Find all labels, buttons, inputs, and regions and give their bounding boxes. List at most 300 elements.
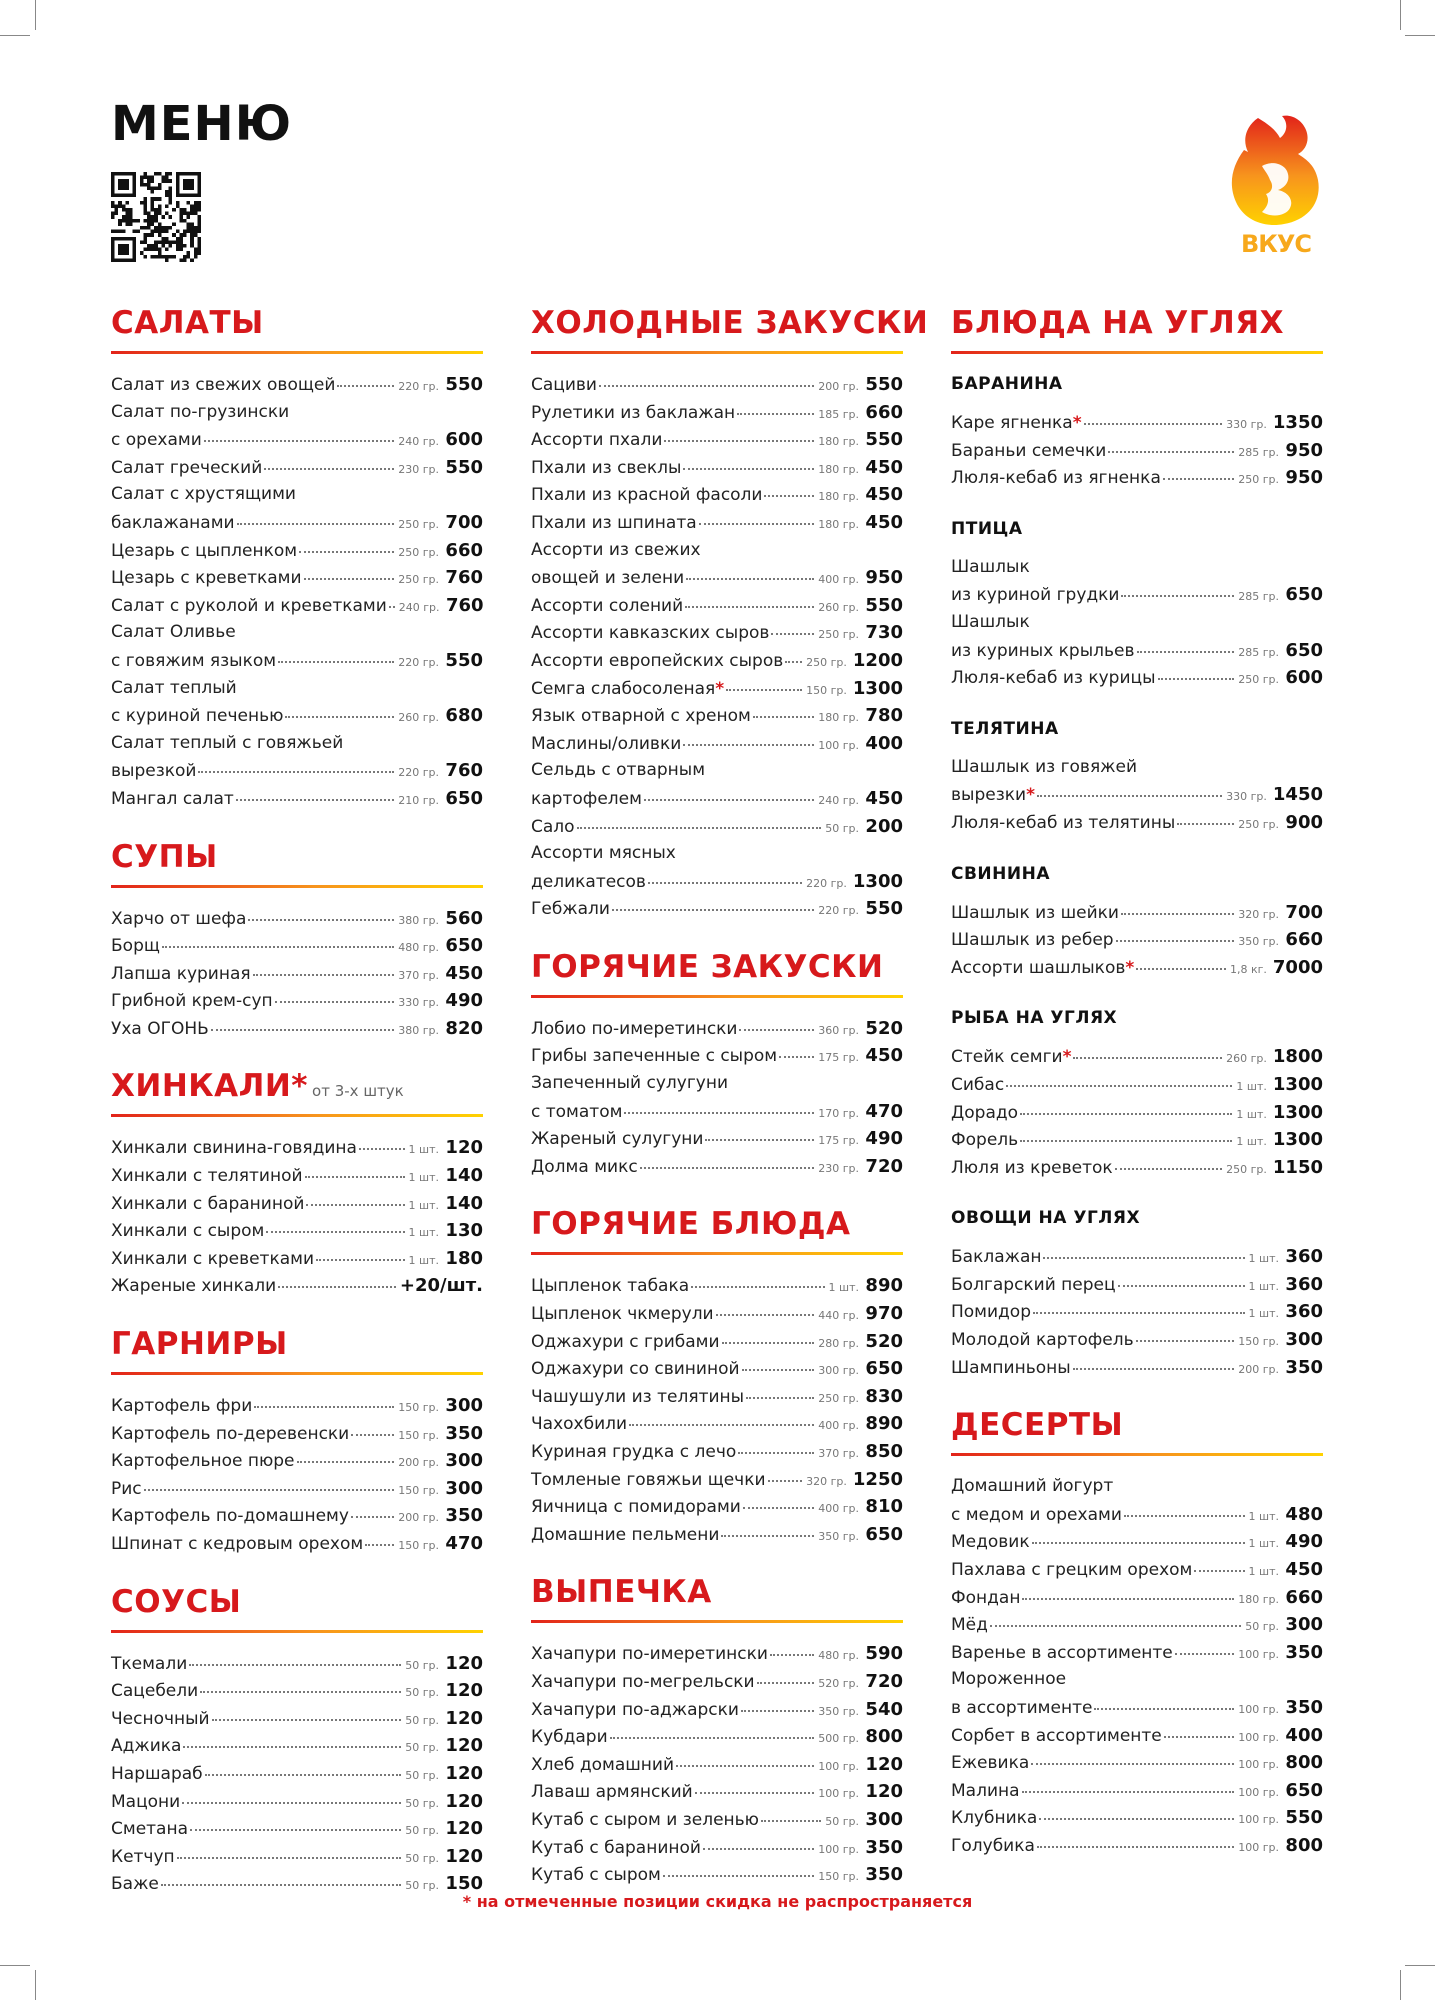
menu-item	[531, 1781, 903, 1809]
menu-item-name	[951, 1302, 1031, 1322]
menu-item-name-text: Кутаб с сыром и зеленью	[531, 1809, 759, 1830]
menu-item-weight: 1 шт.	[408, 1143, 439, 1157]
menu-item-price: 1200	[852, 649, 903, 671]
menu-item-name-text: Оджахури со свининой	[531, 1359, 740, 1380]
menu-item-name-text: Пхали из красной фасоли	[531, 485, 763, 506]
leader-dots	[316, 1259, 405, 1261]
section-title-text: ГОРЯЧИЕ БЛЮДА	[531, 1206, 851, 1243]
subsection-title: ОВОЩИ НА УГЛЯХ	[951, 1208, 1141, 1229]
section-divider	[111, 1372, 483, 1375]
subsection-title: СВИНИНА	[951, 863, 1051, 884]
menu-item-price: 550	[1285, 1807, 1323, 1829]
subsection-title: БАРАНИНА	[951, 374, 1063, 394]
menu-item	[531, 622, 903, 650]
menu-item	[531, 540, 903, 568]
leader-dots	[683, 744, 814, 746]
menu-item-weight: 380 гр.	[398, 1023, 439, 1037]
leader-dots	[742, 1369, 815, 1371]
menu-item	[951, 929, 1323, 957]
menu-item-name	[531, 403, 735, 423]
menu-item-name	[531, 1672, 755, 1692]
menu-item-price: 490	[865, 1128, 903, 1150]
menu-item-name-text: Семга слабосоленая	[531, 678, 716, 699]
menu-item-name	[951, 668, 1156, 688]
menu-item-price: 700	[1285, 901, 1323, 923]
menu-item-price: 830	[865, 1385, 903, 1407]
menu-item	[531, 1101, 903, 1129]
menu-column-3	[951, 305, 1323, 1863]
menu-item-weight: 50 гр.	[405, 1879, 439, 1893]
section-title-text: СУПЫ	[111, 838, 218, 875]
menu-item-name-text: Сорбет в ассортименте	[951, 1725, 1162, 1746]
no-discount-mark: *	[1026, 785, 1035, 806]
menu-item-name-text: Кетчуп	[111, 1846, 175, 1867]
leader-dots	[1022, 1791, 1235, 1793]
menu-item-name-text: Сметана	[111, 1819, 189, 1840]
menu-item-weight: 50 гр.	[405, 1741, 439, 1755]
menu-item	[951, 1642, 1323, 1670]
leader-dots	[299, 551, 394, 553]
menu-item-name-text: Жареный сулугуни	[531, 1129, 704, 1150]
menu-item-price: 120	[865, 1781, 903, 1803]
menu-item	[531, 1303, 903, 1331]
menu-item-name-text: Картофель фри	[111, 1396, 253, 1417]
menu-item-name	[951, 413, 1082, 433]
menu-item-weight: 180 гр.	[818, 462, 859, 476]
menu-item-name-text: Мороженное	[951, 1669, 1067, 1690]
menu-item-price: 350	[445, 1422, 483, 1444]
menu-item	[951, 1476, 1323, 1504]
menu-item-name-text: Борщ	[111, 936, 160, 957]
menu-item-name	[951, 1836, 1035, 1856]
menu-item-weight: 250 гр.	[806, 655, 847, 669]
menu-item	[951, 1129, 1323, 1157]
menu-item-name	[531, 1525, 719, 1545]
menu-item	[951, 557, 1323, 585]
menu-item-name-text: Шпинат с кедровым орехом	[111, 1534, 364, 1554]
menu-item-weight: 440 гр.	[818, 1309, 859, 1323]
leader-dots	[351, 1434, 394, 1436]
menu-item-name-text: Салат теплый	[111, 677, 237, 698]
menu-item	[111, 595, 483, 623]
menu-item	[531, 567, 903, 595]
menu-item-weight: 100 гр.	[1238, 1813, 1279, 1827]
menu-item	[531, 595, 903, 623]
menu-item-price: 550	[865, 898, 903, 920]
menu-item-weight: 250 гр.	[818, 1391, 859, 1405]
menu-item-name-text: с куриной печенью	[111, 706, 284, 727]
menu-item-name	[111, 541, 297, 561]
menu-item-name-text: Хачапури по-мегрельски	[531, 1671, 755, 1692]
menu-item-price: 120	[445, 1735, 483, 1757]
menu-item-price: 490	[1285, 1531, 1323, 1553]
menu-item-weight: 150 гр.	[806, 683, 847, 697]
leader-dots	[610, 1737, 815, 1739]
menu-item-name-text: из куриных крыльев	[951, 640, 1135, 661]
menu-item-weight: 330 гр.	[1226, 418, 1267, 431]
menu-item-weight: 1 шт.	[1248, 1537, 1279, 1551]
menu-item	[531, 1331, 903, 1359]
menu-item-weight: 50 гр.	[825, 1814, 859, 1828]
menu-item-weight: 400 гр.	[818, 573, 859, 587]
qr-code-icon[interactable]	[111, 172, 201, 262]
menu-item-name	[531, 843, 676, 863]
menu-item-name	[111, 1506, 349, 1526]
menu-item-name	[531, 1304, 714, 1324]
menu-item-name	[531, 1755, 674, 1775]
crop-mark	[1405, 1965, 1435, 1966]
menu-item-weight: 150 гр.	[398, 1483, 439, 1497]
menu-item	[951, 1246, 1323, 1274]
menu-item-name-text: Каре ягненка	[951, 413, 1073, 433]
section-title-text: ДЕСЕРТЫ	[951, 1407, 1124, 1444]
menu-item-name	[111, 1396, 252, 1416]
group-spacer	[951, 984, 1323, 1004]
leader-dots	[1032, 1542, 1245, 1544]
menu-item-name-text: Наршараб	[111, 1763, 203, 1784]
leader-dots	[1124, 1515, 1245, 1517]
menu-item-name	[531, 1019, 737, 1039]
menu-item-weight: 100 гр.	[1238, 1785, 1279, 1799]
menu-item	[951, 1357, 1323, 1385]
menu-item-name	[111, 1819, 188, 1839]
menu-item-name	[531, 1497, 741, 1517]
menu-item-price: 1300	[1272, 1129, 1323, 1151]
leader-dots	[359, 1148, 405, 1150]
menu-item-name-text: Уха ОГОНЬ	[111, 1018, 209, 1039]
menu-item-weight: 180 гр.	[1238, 1592, 1279, 1606]
menu-item-weight: 150 гр.	[818, 1870, 859, 1884]
menu-item	[951, 584, 1323, 612]
menu-item	[531, 843, 903, 871]
menu-item-name-text: картофелем	[531, 788, 642, 809]
menu-item-name-text: Ассорти шашлыков	[951, 957, 1126, 978]
menu-item-name-text: Сельдь с отварным	[531, 760, 706, 781]
menu-item-weight: 100 гр.	[818, 1842, 859, 1856]
menu-item-weight: 1 шт.	[408, 1253, 439, 1267]
menu-item	[531, 374, 903, 402]
menu-item-name	[531, 430, 662, 450]
menu-item-weight: 285 гр.	[1238, 445, 1279, 459]
menu-item-price: 650	[865, 1358, 903, 1380]
menu-item-weight: 240 гр.	[818, 793, 859, 807]
menu-item-price: 600	[445, 429, 483, 451]
menu-item-name-text: Ассорти пхали	[531, 430, 663, 451]
menu-item-weight: 285 гр.	[1238, 645, 1279, 659]
leader-dots	[746, 1397, 814, 1399]
leader-dots	[691, 1286, 824, 1288]
section-title	[951, 305, 1323, 342]
menu-item-weight: 220 гр.	[398, 766, 439, 780]
menu-item-name	[951, 1103, 1018, 1123]
menu-item-name-text: Харчо от шефа	[111, 908, 247, 929]
menu-item-weight: 50 гр.	[405, 1768, 439, 1782]
leader-dots	[1163, 478, 1234, 480]
menu-item-name-text: Шашлык из ребер	[951, 930, 1114, 951]
menu-item-price: 7000	[1272, 956, 1323, 978]
leader-dots	[1175, 1653, 1234, 1655]
menu-item-name	[951, 441, 1106, 461]
menu-item-name	[111, 568, 302, 588]
menu-item-price: 660	[445, 539, 483, 561]
menu-item-name-text: Жареные хинкали	[111, 1276, 277, 1297]
menu-item	[531, 705, 903, 733]
menu-item-name-text: Ассорти из свежих	[531, 539, 701, 560]
menu-item-price: 200	[865, 815, 903, 837]
menu-item-weight: 200 гр.	[1238, 1362, 1279, 1376]
menu-item-name	[111, 1764, 203, 1784]
menu-item-price: 600	[1285, 667, 1323, 689]
menu-item-name	[111, 375, 335, 395]
menu-item-name-text: Лобио по-имеретински	[531, 1018, 738, 1039]
group-spacer	[951, 1184, 1323, 1204]
menu-item-weight: 250 гр.	[398, 573, 439, 587]
menu-column-2	[531, 305, 929, 1892]
menu-item-price: 1300	[852, 870, 903, 892]
menu-item-price: 470	[445, 1533, 483, 1554]
menu-column-1	[111, 305, 484, 1901]
menu-item-price: 550	[865, 374, 903, 395]
menu-item-name-text: Грибной крем-суп	[111, 991, 273, 1012]
menu-item-name	[111, 733, 343, 753]
section-title-text: ГАРНИРЫ	[111, 1326, 288, 1363]
section-divider	[531, 1620, 903, 1623]
menu-item-name-text: баклажанами	[111, 512, 235, 533]
menu-item-name-text: Цезарь с креветками	[111, 568, 302, 589]
menu-item-name	[111, 1681, 198, 1701]
menu-item-name-text: Дорадо	[951, 1102, 1019, 1123]
menu-item-name	[951, 785, 1035, 805]
menu-item-name	[531, 679, 724, 699]
menu-item-name	[111, 909, 246, 929]
menu-item-weight: 300 гр.	[818, 1364, 859, 1378]
menu-item-name-text: Шашлык	[951, 556, 1030, 577]
menu-item-weight: 520 гр.	[818, 1676, 859, 1690]
menu-item-name-text: Голубика	[951, 1835, 1035, 1856]
menu-item-name-text: Салат теплый с говяжьей	[111, 732, 344, 753]
menu-item-name	[951, 1075, 1004, 1095]
leader-dots	[1194, 1570, 1244, 1572]
menu-item-name	[531, 1102, 622, 1122]
leader-dots	[212, 1719, 402, 1721]
menu-item-price: 650	[445, 935, 483, 957]
section-title-text: БЛЮДА НА УГЛЯХ	[951, 305, 1285, 341]
menu-item-weight: 320 гр.	[806, 1474, 847, 1488]
brand-logo-text: ВКУС	[1240, 230, 1312, 258]
menu-item-name	[531, 706, 751, 726]
leader-dots	[757, 1682, 815, 1684]
menu-item-name-text: Сацебели	[111, 1681, 199, 1702]
leader-dots	[599, 385, 814, 387]
menu-item-name-text: Оджахури с грибами	[531, 1331, 720, 1352]
menu-item	[111, 1137, 483, 1165]
leader-dots	[285, 716, 394, 718]
menu-item-name-text: Долма микс	[531, 1156, 638, 1177]
menu-item-price: 970	[865, 1303, 903, 1325]
menu-item-price: 120	[445, 1818, 483, 1840]
leader-dots	[743, 1507, 814, 1509]
leader-dots	[612, 909, 814, 911]
menu-item-name-text: вырезки	[951, 785, 1027, 806]
menu-item-price: 800	[1285, 1752, 1323, 1774]
menu-item	[951, 1752, 1323, 1780]
leader-dots	[1022, 1598, 1234, 1600]
leader-dots	[1121, 595, 1234, 597]
menu-item	[111, 484, 483, 512]
menu-item-price: 450	[445, 962, 483, 984]
leader-dots	[1020, 1140, 1232, 1142]
menu-item-weight: 230 гр.	[398, 462, 439, 476]
leader-dots	[190, 1829, 401, 1831]
menu-item	[951, 902, 1323, 930]
menu-item-weight: 220 гр.	[806, 876, 847, 890]
menu-item-price: 350	[865, 1836, 903, 1858]
menu-item-name-text: с медом и орехами	[951, 1504, 1122, 1525]
menu-item-price: 450	[1285, 1559, 1323, 1581]
menu-item	[111, 457, 483, 485]
leader-dots	[1108, 451, 1234, 453]
menu-item-price: 760	[445, 594, 484, 616]
menu-item-name-text: Ежевика	[951, 1753, 1030, 1774]
section-title	[531, 948, 903, 986]
menu-item-name-text: Люля-кебаб из телятины	[951, 812, 1176, 833]
leader-dots	[768, 1480, 803, 1482]
section-title	[531, 305, 929, 342]
menu-item-name	[951, 557, 1030, 577]
menu-item-name-text: с говяжим языком	[111, 650, 277, 671]
menu-item-name	[531, 1359, 740, 1379]
menu-item-price: 760	[445, 567, 483, 589]
footnote: * на отмеченные позиции скидка не распространяется	[462, 1892, 973, 1911]
menu-item	[951, 612, 1323, 640]
menu-item	[951, 1157, 1323, 1185]
menu-item-name-text: Хинкали с креветками	[111, 1248, 315, 1269]
menu-item-price: 1300	[852, 677, 903, 699]
menu-item-weight: 320 гр.	[1238, 907, 1279, 921]
leader-dots	[189, 1664, 401, 1666]
leader-dots	[275, 1001, 395, 1003]
menu-item	[531, 1496, 903, 1524]
menu-item-name-text: Яичница с помидорами	[531, 1497, 741, 1518]
leader-dots	[990, 1625, 1241, 1627]
menu-item-weight: 380 гр.	[398, 913, 439, 927]
menu-item-name-text: Сациви	[531, 375, 597, 395]
menu-item	[951, 1587, 1323, 1615]
menu-item-price: 900	[1285, 811, 1323, 833]
menu-item	[531, 1358, 903, 1386]
menu-item-weight: 260 гр.	[1226, 1052, 1267, 1066]
menu-item	[951, 640, 1323, 668]
menu-item-weight: 180 гр.	[818, 490, 859, 504]
menu-item-name	[111, 1138, 357, 1158]
menu-item	[111, 1478, 483, 1506]
menu-item-price: 120	[445, 1137, 483, 1159]
menu-item-name-text: Хинкали свинина-говядина	[111, 1138, 357, 1159]
section-divider	[111, 351, 483, 354]
menu-item-name	[111, 706, 283, 726]
menu-item-name	[951, 903, 1119, 923]
menu-item-weight: 100 гр.	[1238, 1703, 1279, 1716]
menu-item-price: 300	[1285, 1329, 1323, 1351]
leader-dots	[705, 1139, 814, 1141]
section-divider	[111, 1114, 483, 1117]
leader-dots	[683, 468, 814, 470]
menu-item-name	[951, 1643, 1173, 1663]
menu-item-name	[111, 1451, 295, 1471]
menu-item-name	[531, 623, 769, 643]
menu-item	[111, 1708, 483, 1736]
menu-item-price: 150	[445, 1873, 483, 1895]
menu-item-name	[111, 1166, 303, 1186]
menu-item	[951, 1697, 1323, 1725]
menu-item-price: 140	[445, 1192, 483, 1214]
menu-item-name-text: Хачапури по-аджарски	[531, 1699, 739, 1720]
leader-dots	[737, 413, 814, 415]
menu-item	[111, 1165, 483, 1193]
menu-item-name	[951, 1808, 1037, 1828]
menu-item-name-text: Грибы запеченные с сыром	[531, 1046, 778, 1067]
menu-item-price: 520	[865, 1017, 903, 1039]
menu-item-name	[951, 930, 1114, 950]
menu-item-name-text: Запеченный сулугуни	[531, 1073, 728, 1094]
section-divider	[111, 885, 483, 888]
menu-item	[951, 467, 1323, 495]
menu-item-price: 550	[445, 374, 483, 395]
menu-item-weight: 50 гр.	[405, 1713, 439, 1727]
menu-item	[111, 705, 483, 733]
menu-item-name-text: Шампиньоны	[951, 1357, 1071, 1378]
menu-item	[111, 990, 483, 1018]
section-title-text: ХОЛОДНЫЕ ЗАКУСКИ	[531, 305, 929, 341]
leader-dots	[389, 606, 395, 608]
menu-item	[951, 440, 1323, 468]
menu-item-price: 400	[1285, 1724, 1323, 1746]
menu-item-name-text: Шашлык из говяжей	[951, 756, 1138, 777]
menu-item-weight: 150 гр.	[1238, 1335, 1279, 1349]
leader-dots	[204, 440, 394, 442]
menu-item-name-text: Хлеб домашний	[531, 1754, 675, 1775]
menu-item-name-text: Баже	[111, 1874, 159, 1895]
menu-item	[531, 1441, 903, 1469]
menu-item-price: 450	[865, 484, 903, 506]
crop-mark	[35, 0, 36, 30]
menu-item-name-text: деликатесов	[531, 871, 646, 892]
section-title	[111, 1326, 483, 1363]
menu-item-name	[531, 734, 681, 754]
menu-item-weight: 220 гр.	[818, 904, 859, 918]
menu-item-price: 1250	[852, 1468, 903, 1490]
menu-item-name-text: Чесночный	[111, 1708, 210, 1729]
menu-item	[111, 733, 483, 761]
leader-dots	[644, 799, 814, 801]
leader-dots	[726, 689, 802, 691]
section-title-text: СОУСЫ	[111, 1583, 242, 1620]
menu-item	[531, 1018, 903, 1046]
menu-item	[111, 1423, 483, 1451]
menu-item-weight: 1 шт.	[408, 1171, 439, 1185]
menu-item-weight: 50 гр.	[1245, 1620, 1279, 1634]
menu-item-price: 350	[445, 1505, 483, 1527]
menu-item-name	[111, 1792, 180, 1812]
menu-item-weight: 100 гр.	[1238, 1840, 1279, 1854]
crop-mark	[1400, 0, 1401, 30]
leader-dots	[162, 946, 394, 948]
menu-item	[531, 1156, 903, 1184]
leader-dots	[1033, 1312, 1245, 1314]
menu-item-price: 120	[445, 1762, 483, 1784]
leader-dots	[297, 1461, 395, 1463]
leader-dots	[1158, 678, 1235, 680]
